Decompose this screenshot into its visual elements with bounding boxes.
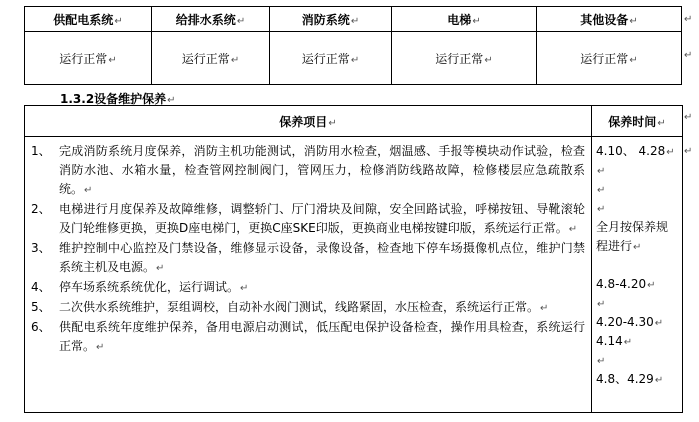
maintenance-item: 2、 电梯进行月度保养及故障维修，调整轿门、厅门滑块及间隙，安全回路试验，呼梯按钮、导靴滚轮及门轮维修更换，更换D座电梯门，更换C座SKE印版，更换商业电梯按键印版，系统运行正常。↵ (31, 202, 585, 235)
paragraph-mark: ↵ (597, 166, 606, 177)
maintenance-time: 4.10、 4.28↵ (596, 144, 675, 158)
header-maintenance-item: 保养项目↵ (25, 106, 592, 137)
row-end-mark: ↵ (684, 50, 693, 61)
maintenance-items-cell (25, 137, 592, 413)
maintenance-times-cell (592, 137, 683, 413)
maintenance-item: 6、 供配电系统年度维护保养，备用电源启动测试，低压配电保护设备检查，操作用具检查，系统运行正常。↵ (31, 320, 585, 353)
system-status-table (24, 6, 682, 85)
row-end-mark: ↵ (684, 14, 693, 25)
row-end-mark: ↵ (684, 112, 693, 123)
maintenance-time: 全月按保养规程进行↵ (596, 220, 669, 253)
maintenance-time: 4.8-4.20↵ (596, 277, 656, 291)
status-water-supply: 运行正常↵ (152, 32, 270, 85)
header-fire-system: 消防系统↵ (270, 7, 392, 32)
maintenance-time: 4.20-4.30↵ (596, 315, 664, 329)
maintenance-item: 4、 停车场系统系统优化，运行调试。↵ (31, 280, 249, 294)
header-water-supply: 给排水系统↵ (152, 7, 270, 32)
row-end-mark: ↵ (684, 146, 693, 157)
maintenance-time: 4.8、4.29↵ (596, 372, 664, 386)
maintenance-time: 4.14↵ (596, 334, 633, 348)
maintenance-table (24, 105, 683, 413)
status-other-equipment: 运行正常↵ (537, 32, 682, 85)
header-elevator: 电梯↵ (392, 7, 537, 32)
header-maintenance-time: 保养时间↵ (592, 106, 683, 137)
status-fire-system: 运行正常↵ (270, 32, 392, 85)
status-elevator: 运行正常↵ (392, 32, 537, 85)
maintenance-item: 3、 维护控制中心监控及门禁设备，维修显示设备，录像设备，检查地下停车场摄像机点位，维护门禁系统主机及电源。↵ (31, 241, 585, 274)
paragraph-mark: ↵ (597, 185, 606, 196)
section-title: 1.3.2设备维护保养↵ (60, 92, 176, 106)
status-power-supply: 运行正常↵ (25, 32, 152, 85)
header-power-supply: 供配电系统↵ (25, 7, 152, 32)
paragraph-mark: ↵ (597, 299, 606, 310)
maintenance-item: 5、 二次供水系统维护，泵组调校，自动补水阀门测试，线路紧固，水压检查，系统运行正常。↵ (31, 300, 549, 314)
paragraph-mark: ↵ (597, 356, 606, 367)
maintenance-item: 1、 完成消防系统月度保养，消防主机功能测试，消防用水检查，烟温感、手报等模块动作试验，检查消防水池、水箱水量，检查管网控制阀门，管网压力，检修消防线路故障，检修楼层应急疏散系统。↵ (31, 144, 585, 196)
paragraph-mark: ↵ (597, 204, 606, 215)
header-other-equipment: 其他设备↵ (537, 7, 682, 32)
